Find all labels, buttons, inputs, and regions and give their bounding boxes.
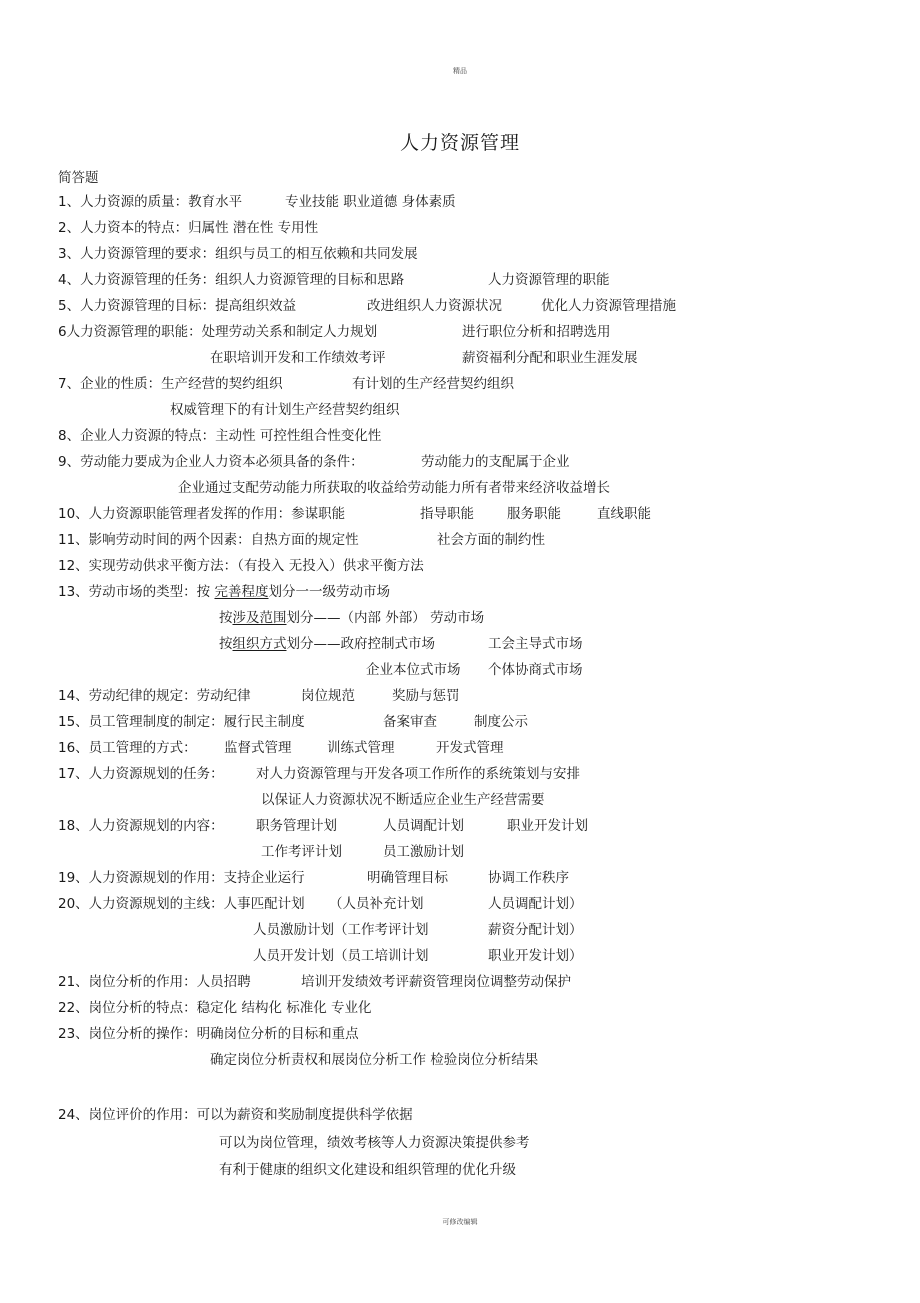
list-item [0,1105,920,1125]
list-item [0,608,920,628]
line-segment: 制度公示 [474,714,528,730]
list-item [0,738,920,758]
list-item [0,1024,920,1044]
line-segment: 人员激励计划（工作考评计划 [253,922,429,938]
line-segment: 企业本位式市场 [366,662,461,678]
page-footer: 可修改编辑 [442,1218,478,1226]
line-segment: 指导职能 [420,506,474,522]
line-segment: 岗位规范 [301,688,355,704]
line-segment: 6人力资源管理的职能：处理劳动关系和制定人力规划 [58,324,378,340]
list-item [0,946,920,966]
line-segment: 企业通过支配劳动能力所获取的收益给劳动能力所有者带来经济收益增长 [178,480,610,496]
line-segment: 24、岗位评价的作用：可以为薪资和奖励制度提供科学依据 [58,1107,413,1123]
list-item [0,1160,920,1180]
line-segment: 劳动能力的支配属于企业 [421,454,570,470]
list-item [0,582,920,602]
line-segment: 21、岗位分析的作用：人员招聘 [58,974,251,990]
line-prefix: 13、劳动市场的类型：按 [58,584,215,600]
line-segment: 2、人力资本的特点：归属性 潜在性 专用性 [58,220,319,236]
line-segment: 直线职能 [597,506,651,522]
list-item [0,244,920,264]
line-segment: 训练式管理 [327,740,395,756]
line-segment: 14、劳动纪律的规定：劳动纪律 [58,688,251,704]
line-prefix: 按 [219,610,233,626]
list-item [0,920,920,940]
line-segment: 人员调配计划 [383,818,464,834]
line-segment: 在职培训开发和工作绩效考评 [210,350,386,366]
line-segment: 22、岗位分析的特点：稳定化 结构化 标准化 专业化 [58,1000,372,1016]
line-segment [58,582,390,602]
list-item [0,296,920,316]
line-segment: 奖励与惩罚 [392,688,460,704]
line-segment: 19、人力资源规划的作用：支持企业运行 [58,870,305,886]
line-prefix: 按 [219,636,233,652]
line-segment: 16、员工管理的方式： [58,740,197,756]
line-segment: 10、人力资源职能管理者发挥的作用：参谋职能 [58,506,346,522]
underlined-term: 组织方式 [232,636,287,652]
list-item [0,842,920,862]
list-item [0,894,920,914]
list-item [0,790,920,810]
list-item [0,400,920,420]
line-segment: 权威管理下的有计划生产经营契约组织 [170,402,400,418]
list-item [0,322,920,342]
line-segment: 个体协商式市场 [488,662,583,678]
list-item [0,452,920,472]
line-segment: 17、人力资源规划的任务： [58,766,224,782]
underlined-term: 涉及范围 [232,610,287,626]
line-segment: 开发式管理 [436,740,504,756]
list-item [0,374,920,394]
list-item [0,556,920,576]
line-segment: 专业技能 职业道德 身体素质 [285,194,456,210]
list-item [0,868,920,888]
list-item [0,348,920,368]
line-segment: 以保证人力资源状况不断适应企业生产经营需要 [261,792,545,808]
line-segment: 工作考评计划 [261,844,342,860]
line-segment: 4、人力资源管理的任务：组织人力资源管理的目标和思路 [58,272,405,288]
line-segment: 进行职位分析和招聘选用 [462,324,611,340]
line-segment: 人员调配计划） [488,896,583,912]
page-title: 人力资源管理 [399,132,520,154]
list-item [0,504,920,524]
line-segment: 协调工作秩序 [488,870,569,886]
line-segment: 人力资源管理的职能 [488,272,610,288]
list-item [0,816,920,836]
line-segment: 有计划的生产经营契约组织 [352,376,514,392]
list-item [0,530,920,550]
line-segment: 改进组织人力资源状况 [367,298,502,314]
list-item [0,998,920,1018]
line-segment: 社会方面的制约性 [437,532,545,548]
line-rest: 划分——（内部 外部） 劳动市场 [286,610,485,626]
line-segment: 服务职能 [507,506,561,522]
line-segment: 23、岗位分析的操作：明确岗位分析的目标和重点 [58,1026,359,1042]
section-heading: 简答题 [58,170,99,186]
list-item [0,270,920,290]
list-item [0,712,920,732]
line-segment: 职业开发计划） [488,948,583,964]
line-segment: 备案审查 [383,714,437,730]
line-segment: 8、企业人力资源的特点：主动性 可控性组合性变化性 [58,428,382,444]
line-segment: 确定岗位分析责权和展岗位分析工作 检验岗位分析结果 [210,1052,539,1068]
line-segment: 5、人力资源管理的目标：提高组织效益 [58,298,297,314]
line-segment: 薪资福利分配和职业生涯发展 [462,350,638,366]
list-item [0,660,920,680]
line-rest: 划分——政府控制式市场 [286,636,435,652]
line-segment: 人员开发计划（员工培训计划 [253,948,429,964]
line-segment: 12、实现劳动供求平衡方法：（有投入 无投入）供求平衡方法 [58,558,424,574]
line-segment: 优化人力资源管理措施 [541,298,676,314]
line-segment: 18、人力资源规划的内容： [58,818,224,834]
line-segment: 可以为岗位管理，绩效考核等人力资源决策提供参考 [219,1135,530,1151]
line-segment: 培训开发绩效考评薪资管理岗位调整劳动保护 [301,974,571,990]
line-segment: （人员补充计划 [329,896,424,912]
line-segment: 有利于健康的组织文化建设和组织管理的优化升级 [219,1162,516,1178]
line-segment: 对人力资源管理与开发各项工作所作的系统策划与安排 [256,766,580,782]
line-segment: 工会主导式市场 [488,636,583,652]
line-segment: 7、企业的性质：生产经营的契约组织 [58,376,283,392]
line-segment: 3、人力资源管理的要求：组织与员工的相互依赖和共同发展 [58,246,418,262]
line-segment: 职务管理计划 [256,818,337,834]
list-item [0,1133,920,1153]
line-segment: 明确管理目标 [367,870,448,886]
line-segment: 职业开发计划 [507,818,588,834]
line-segment: 9、劳动能力要成为企业人力资本必须具备的条件： [58,454,364,470]
list-item [0,972,920,992]
line-segment: 员工激励计划 [383,844,464,860]
list-item [0,218,920,238]
line-segment [219,608,484,628]
list-item [0,764,920,784]
line-segment: 监督式管理 [224,740,292,756]
line-segment: 11、影响劳动时间的两个因素：自热方面的规定性 [58,532,359,548]
line-rest: 划分一一级劳动市场 [268,584,390,600]
underlined-term: 完善程度 [214,584,269,600]
list-item [0,686,920,706]
list-item [0,192,920,212]
list-item [0,1050,920,1070]
line-segment: 15、员工管理制度的制定：履行民主制度 [58,714,305,730]
page-header: 精品 [453,67,467,75]
line-segment: 薪资分配计划） [488,922,583,938]
line-segment: 20、人力资源规划的主线：人事匹配计划 [58,896,305,912]
line-segment: 1、人力资源的质量：教育水平 [58,194,243,210]
list-item [0,634,920,654]
list-item [0,426,920,446]
line-segment [219,634,435,654]
list-item [0,478,920,498]
